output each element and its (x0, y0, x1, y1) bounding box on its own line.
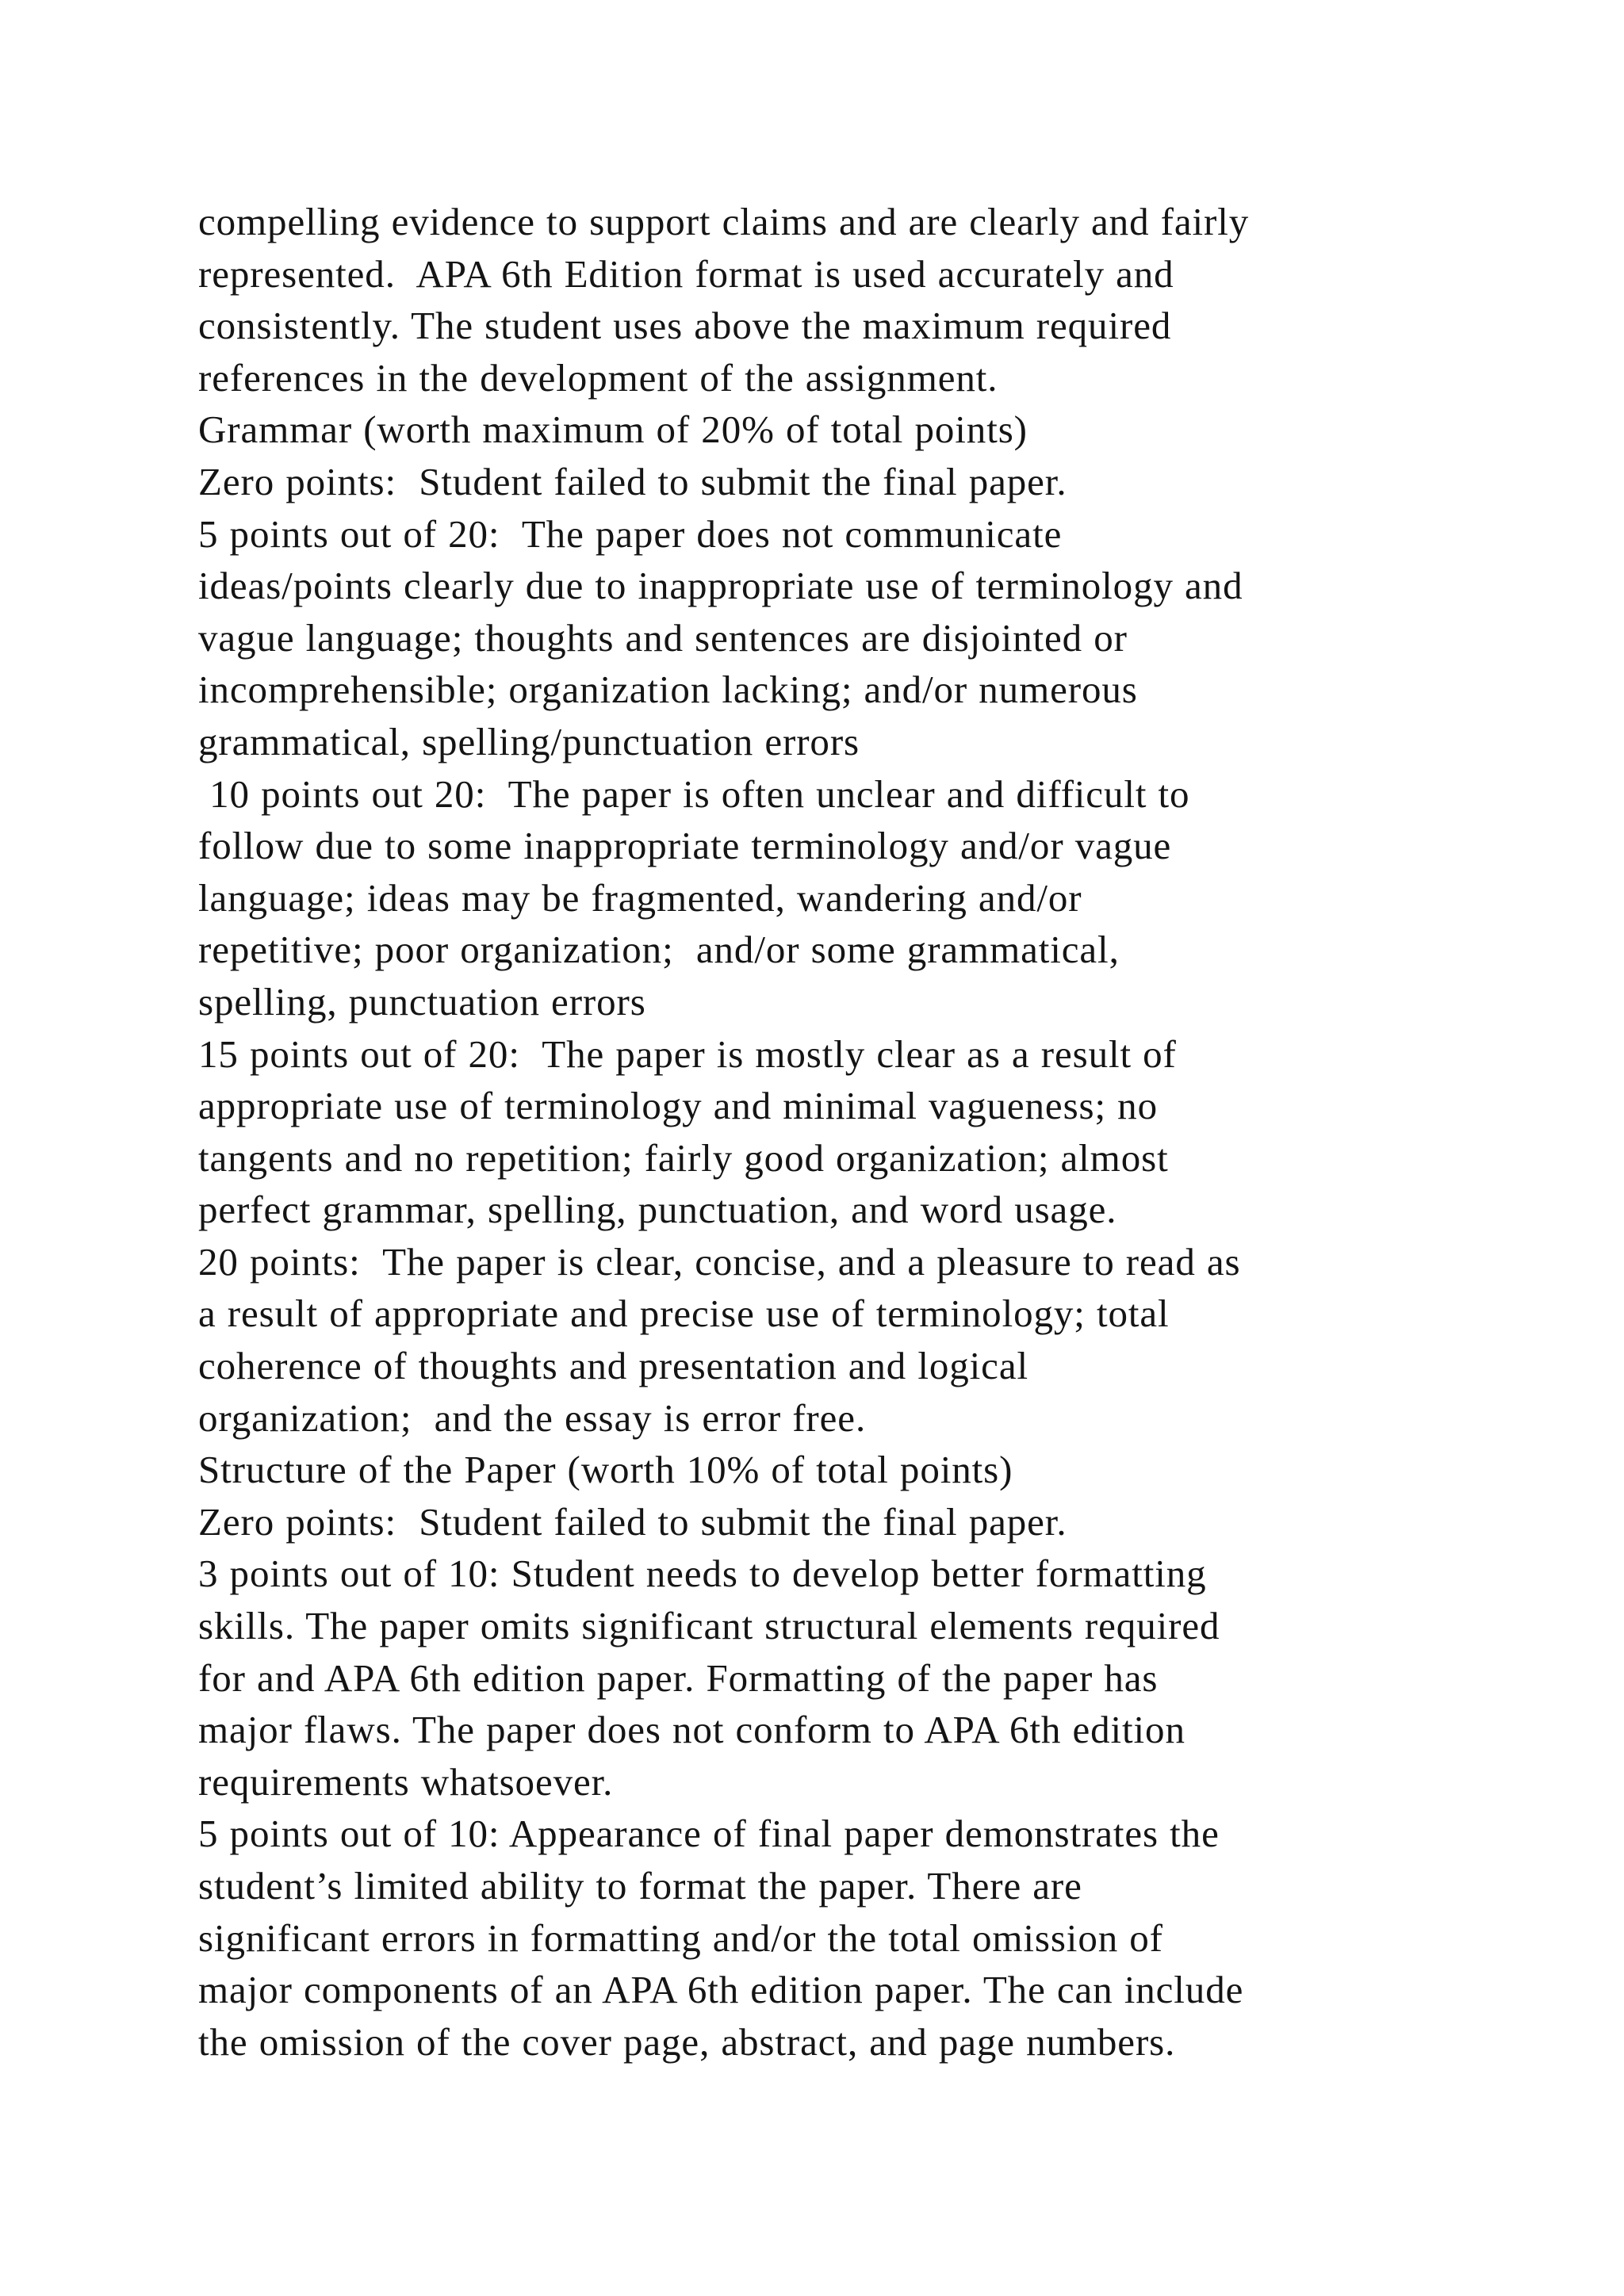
text-line: 5 points out of 20: The paper does not communicate (198, 511, 1063, 556)
text-line: incomprehensible; organization lacking; and/or numerous (198, 668, 1138, 712)
text-line: repetitive; poor organization; and/or some grammatical, (198, 928, 1120, 972)
document-body (198, 196, 1467, 2068)
text-line: perfect grammar, spelling, punctuation, and word usage. (198, 1188, 1117, 1232)
text-line: Zero points: Student failed to submit the final paper. (198, 459, 1067, 503)
text-line: major flaws. The paper does not conform to APA 6th edition (198, 1708, 1185, 1752)
text-line: the omission of the cover page, abstract, and page numbers. (198, 2019, 1176, 2064)
text-line: references in the development of the assignment. (198, 355, 998, 400)
text-line: requirements whatsoever. (198, 1759, 614, 1804)
text-line: 15 points out of 20: The paper is mostly clear as a result of (198, 1031, 1177, 1076)
text-line: grammatical, spelling/punctuation errors (198, 719, 860, 763)
text-line: 5 points out of 10: Appearance of final paper demonstrates the (198, 1812, 1220, 1856)
text-line: major components of an APA 6th edition paper. The can include (198, 1968, 1244, 2012)
text-line: significant errors in formatting and/or the total omission of (198, 1915, 1163, 1960)
text-line: for and APA 6th edition paper. Formatting of the paper has (198, 1655, 1159, 1700)
text-line: 20 points: The paper is clear, concise, and a pleasure to read as (198, 1239, 1241, 1284)
text-line: language; ideas may be fragmented, wandering and/or (198, 875, 1082, 920)
text-line: spelling, punctuation errors (198, 979, 646, 1024)
text-line: coherence of thoughts and presentation and logical (198, 1344, 1028, 1388)
text-line: organization; and the essay is error free. (198, 1395, 867, 1440)
text-line: follow due to some inappropriate terminology and/or vague (198, 824, 1172, 868)
text-line: represented. APA 6th Edition format is used accurately and (198, 251, 1174, 296)
text-line: tangents and no repetition; fairly good organization; almost (198, 1135, 1169, 1180)
text-line: Zero points: Student failed to submit the final paper. (198, 1499, 1067, 1544)
text-line: student’s limited ability to format the paper. There are (198, 1864, 1082, 1908)
text-line: skills. The paper omits significant structural elements required (198, 1604, 1220, 1648)
text-line: compelling evidence to support claims and are clearly and fairly (198, 200, 1250, 243)
text-line: 10 points out 20: The paper is often unclear and difficult to (198, 771, 1190, 816)
text-line: ideas/points clearly due to inappropriate use of terminology and (198, 564, 1243, 608)
text-line: vague language; thoughts and sentences are disjointed or (198, 615, 1128, 660)
text-line: a result of appropriate and precise use of terminology; total (198, 1292, 1170, 1336)
text-line: 3 points out of 10: Student needs to develop better formatting (198, 1552, 1207, 1596)
section-heading-grammar: Grammar (worth maximum of 20% of total points) (198, 408, 1028, 452)
text-line: consistently. The student uses above the maximum required (198, 304, 1172, 348)
section-heading-structure: Structure of the Paper (worth 10% of total points) (198, 1448, 1013, 1492)
text-line: appropriate use of terminology and minimal vagueness; no (198, 1084, 1158, 1128)
